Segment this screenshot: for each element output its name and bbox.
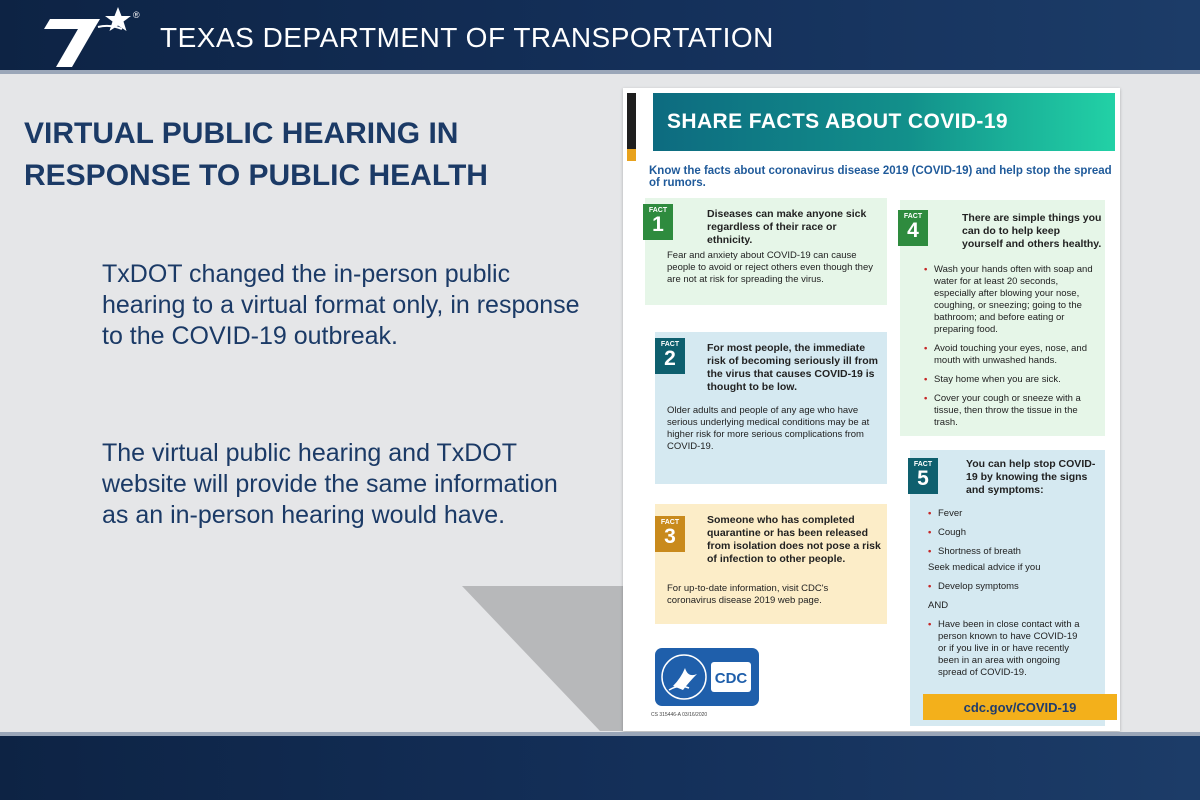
poster-subtitle: Know the facts about coronavirus disease 2019 (COVID-19) and help stop the spread of rumors. [649,165,1112,189]
fact-heading-4: There are simple things you can do to help keep yourself and others healthy. [962,212,1102,250]
paragraph-virtual-format: TxDOT changed the in-person public hearing to a virtual format only, in response to the COVID-19 outbreak. [102,260,580,350]
list-item: • Have been in close contact with a person known to have COVID-19 or if you live in or have recently been in an area with ongoing spread of COVID-19. [928,619,1088,679]
and-text: AND [928,600,949,611]
organization-name: TEXAS DEPARTMENT OF TRANSPORTATION [160,22,774,53]
fact-symptom-list [928,508,1098,558]
fact-body-1: Fear and anxiety about COVID-19 can cause people to avoid or reject others even though they are not at risk for spreading the virus. [667,250,873,285]
fact-badge-1: FACT 1 [643,204,673,240]
fact-badge-5: FACT 5 [908,458,938,494]
fact-card-3 [655,504,887,624]
fact-body-2: Older adults and people of any age who have serious underlying medical conditions may be at higher risk for more serious complications from COVID-19. [667,405,870,452]
fact-bullets-4 [924,264,1100,429]
fact-card-1 [645,198,887,305]
list-item: • Develop symptoms [928,581,1098,593]
fact-body-3: For up-to-date information, visit CDC's coronavirus disease 2019 web page. [667,583,829,606]
fact-badge-4: FACT 4 [898,210,928,246]
list-item: • Cough [928,527,1098,539]
cdc-logo-text: CDC [714,670,748,687]
list-item: • Avoid touching your eyes, nose, and mouth with unwashed hands. [924,343,1100,367]
cdc-covid-link: cdc.gov/COVID-19 [963,700,1077,715]
poster-accent-bar [627,93,636,149]
fact-heading-1: Diseases can make anyone sick regardless of their race or ethnicity. [707,208,867,246]
fact-heading-3: Someone who has completed quarantine or has been released from isolation does not pose a risk of infection to other people. [707,514,881,565]
seek-advice-text: Seek medical advice if you [928,562,1041,573]
cdc-link-bar [923,694,1117,720]
hhs-eagle-icon [655,648,759,706]
covid-facts-poster [623,88,1120,731]
fact-contact-condition [928,619,1088,679]
cdc-logo [655,648,759,706]
fact-symptom-condition [928,581,1098,593]
list-item: • Fever [928,508,1098,520]
fact-card-4 [900,200,1105,436]
document-id: CS 315446-A 03/16/2020 [651,712,708,718]
poster-accent-bar-gold [627,149,636,161]
paragraph-same-information: The virtual public hearing and TxDOT website will provide the same information as an in-person hearing would have. [102,439,558,529]
poster-banner [653,93,1115,151]
fact-card-5 [910,450,1105,726]
list-item: • Stay home when you are sick. [924,374,1100,386]
footer-bar [0,736,1200,800]
list-item: • Shortness of breath [928,546,1098,558]
list-item: • Wash your hands often with soap and water for at least 20 seconds, especially after blowing your nose, coughing, or sneezing; going to the bathroom; and before eating or preparing food. [924,264,1100,336]
fact-card-2 [655,332,887,484]
slide-title: VIRTUAL PUBLIC HEARING IN RESPONSE TO PUBLIC HEALTH [24,117,488,192]
registered-mark: ® [133,10,140,20]
fact-badge-3: FACT 3 [655,516,685,552]
poster-title: SHARE FACTS ABOUT COVID-19 [667,110,1008,133]
fact-badge-2: FACT 2 [655,338,685,374]
fact-heading-2: For most people, the immediate risk of becoming seriously ill from the virus that causes COVID-19 is thought to be low. [707,342,878,393]
fact-heading-5: You can help stop COVID-19 by knowing the signs and symptoms: [966,458,1096,496]
list-item: • Cover your cough or sneeze with a tissue, then throw the tissue in the trash. [924,393,1100,429]
